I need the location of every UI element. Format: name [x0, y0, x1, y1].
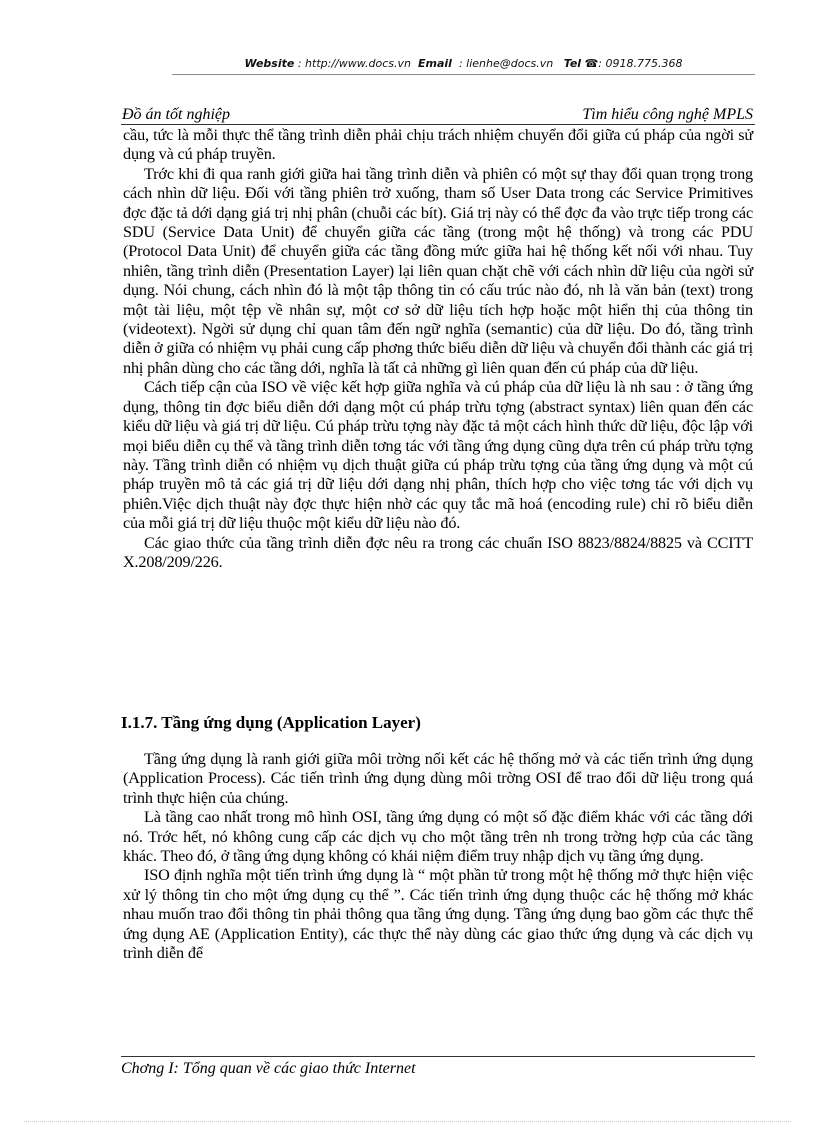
tel-label: Tel	[563, 57, 582, 70]
paragraph: ISO định nghĩa một tiến trình ứng dụng là “ một phần tử trong một hệ thống mở thực hiện việc xử lý thông tin cho một ứng dụng cụ thể ”. Các tiến trình ứng dụng thuộc các hệ thống mở khác nhau muốn trao đổi thông tin phải thông qua tầng ứng dụng. Tầng ứng dụng bao gồm các thực thể ứng dụng AE (Application Entity), các thực thể này dùng các giao thức ứng dụng và các dịch vụ trình diễn để	[123, 866, 753, 963]
paragraph: cầu, tức là mỗi thực thể tầng trình diễn phải chịu trách nhiệm chuyển đổi giữa cú pháp của ngời sử dụng và cú pháp truyền.	[123, 126, 753, 164]
paragraph: Cách tiếp cận của ISO về việc kết hợp giữa nghĩa và cú pháp của dữ liệu là nh sau : ở tầng ứng dụng, thông tin đợc biểu diễn dới dạng một cú pháp trừu tợng (abstract syntax) liên quan đến các kiểu dữ liệu và giá trị dữ liệu. Cú pháp trừu tợng này đặc tả một cách hình thức dữ liệu, độc lập với mọi biểu diễn cụ thể và tầng trình diễn tơng tác với tầng ứng dụng cũng dựa trên cú pháp trừu tợng này. Tầng trình diễn có nhiệm vụ dịch thuật giữa cú pháp trừu tợng của tầng ứng dụng và một cú pháp truyền mô tả các giá trị dữ liệu dới dạng nhị phân, thích hợp cho việc tơng tác với dịch vụ phiên.Việc dịch thuật này đợc thực hiện nhờ các quy tắc mã hoá (encoding rule) chỉ rõ biểu diễn của mỗi giá trị dữ liệu thuộc một kiểu dữ liệu nào đó.	[123, 378, 753, 533]
website-value[interactable]: : http://www.docs.vn	[297, 57, 412, 70]
page-edge-divider	[24, 1121, 791, 1122]
email-label: Email	[418, 57, 452, 70]
footer-divider	[121, 1056, 755, 1057]
website-label: Website	[244, 57, 295, 70]
header-left-title: Đồ án tốt nghiệp	[122, 106, 230, 123]
section-body-text	[123, 750, 753, 963]
footer-chapter-title: Chơng I: Tổng quan về các giao thức Internet	[121, 1060, 416, 1077]
header-right-title: Tìm hiểu công nghệ MPLS	[582, 106, 753, 123]
document-running-header	[121, 106, 755, 125]
paragraph: Là tầng cao nhất trong mô hình OSI, tầng ứng dụng có một số đặc điểm khác với các tầng dới nó. Trớc hết, nó không cung cấp các dịch vụ cho một tầng trên nh trong trờng hợp của các tầng khác. Theo đó, ở tầng ứng dụng không có khái niệm điểm truy nhập dịch vụ tầng ứng dụng.	[123, 808, 753, 866]
paragraph: Các giao thức của tầng trình diễn đợc nêu ra trong các chuẩn ISO 8823/8824/8825 và CCITT X.208/209/226.	[123, 533, 753, 571]
tel-value: : 0918.775.368	[598, 57, 683, 70]
site-header	[172, 56, 755, 75]
paragraph: Trớc khi đi qua ranh giới giữa hai tầng trình diễn và phiên có một sự thay đổi quan trọng trong cách nhìn dữ liệu. Đối với tầng phiên trở xuống, tham số User Data trong các Service Primitives đợc đặc tả dới dạng giá trị nhị phân (chuỗi các bít). Giá trị này có thể đợc đa vào trực tiếp trong các SDU (Service Data Unit) để chuyển giữa các tầng (trong một hệ thống) và trong các PDU (Protocol Data Unit) để chuyển giữa các tầng đồng mức giữa hai hệ thống kết nối với nhau. Tuy nhiên, tầng trình diễn (Presentation Layer) lại liên quan chặt chẽ với cách nhìn dữ liệu của ngời sử dụng. Nói chung, cách nhìn đó là một tập thông tin có cấu trúc nào đó, nh là văn bản (text) trong một tài liệu, một tệp về nhân sự, một cơ sở dữ liệu tích hợp hoặc một hiển thị của thông tin (videotext). Ngời sử dụng chỉ quan tâm đến ngữ nghĩa (semantic) của dữ liệu. Do đó, tầng trình diễn ở giữa có nhiệm vụ phải cung cấp phơng thức biểu diễn dữ liệu và chuyển đổi thành các giá trị nhị phân dùng cho các tầng dới, nghĩa là tất cả những gì liên quan đến cú pháp của dữ liệu.	[123, 164, 753, 377]
paragraph: Tầng ứng dụng là ranh giới giữa môi trờng nối kết các hệ thống mở và các tiến trình ứng dụng (Application Process). Các tiến trình ứng dụng dùng môi trờng OSI để trao đổi dữ liệu trong quá trình thực hiện của chúng.	[123, 750, 753, 807]
phone-icon: ☎	[584, 57, 599, 70]
section-heading: I.1.7. Tầng ứng dụng (Application Layer)	[121, 713, 421, 732]
body-text	[123, 126, 753, 572]
email-value[interactable]: : lienhe@docs.vn	[458, 57, 554, 70]
